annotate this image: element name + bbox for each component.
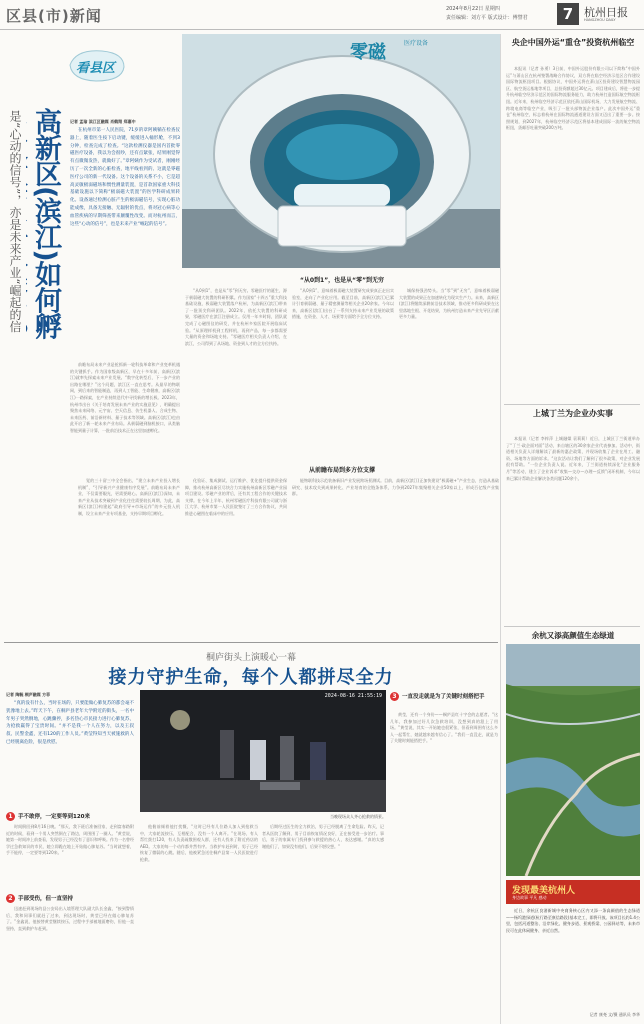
ad-sub: 身边故事 平凡 感动 [512, 895, 547, 900]
mid-col-1b: 觉的三十留三中全会指出，“建立未来产业投入增长机制”，“引导新兴产业健康有序发展”。前瞻布局未来产业，不仅需要眼光，更需要耐心。高新区(滨江)深知，未来产业从技术突破到产业化往往需要较长周期，为此，高新区(滨江)构建起“政府引导+市场运作”的多元投入机制，设立未来产业专项基金，支持早期项目孵化。 [78, 478, 180, 516]
sec3-body: 黄莹，还有一个身份——桐庐县红十字会的志愿者。“这几年，我参加过好几次急救培训，没想到真的派上了用场。”黄莹说，其实一开始她也很紧张，但看到周围有这么多人一起帮忙，她就越来越有信心了。“我们一直没走，就是为了关键时刻能搭把手。” [390, 712, 498, 744]
greenway-aerial-illustration [506, 644, 640, 876]
photo-story-credit: 记者 康尧 文/摄 通讯员 李华 [589, 1012, 640, 1017]
ad-brand: 发现最美杭州人 [512, 886, 576, 896]
column-tag [66, 47, 128, 85]
mid-col-3b: 能物联科技示范装备新旧产业发展跨场景测试。目前，高新区(滨江)正加快建设“极弱磁+”产业生态，打造从基础研究、技术攻关到成果转化、产业培育的全链条体系，力争到2027年集聚相关企业50家以上，形成百亿级产业集群。 [292, 478, 499, 497]
header-date: 2024年8月22日 星期四 [446, 6, 500, 12]
sec1-title [6, 812, 136, 821]
lead-byline: 记者 孟瑜 滨江区融媒 肖鹤翔 郑嘉中 [70, 119, 136, 124]
photo-story-title: 余杭又添高颜值生态绿道 [531, 631, 615, 640]
paper-name: 杭州日报 [584, 6, 628, 19]
sec1-title-text: 手不敢停，一定要等到120来 [18, 814, 90, 820]
lead-intro: 在杭州市第一人民医院，71岁的章阿姨躺在检查仪器上，随着医生按下启动键，缓缓进入桶形舱，不到3分钟，检查完成了检查。“这款检测仪器是国内首批零磁医疗设备，我以为会很吵，还有点紧张，结果刚觉得有点微微发热，就做好了。”章阿姨作为受试者，刚刚经历了一次全新的心脏检查，地平线看到的、这就是零磁医疗公司的新一代设备。这个设备的关系不小，它是超高灵敏极弱磁场和惯性测量装置，是首款国家重大科技基础设施以下简称“极弱磁大装置”的医学科研成果转化。设备通过检测心脏产生的极弱磁信号，实现心脏功能成像，具备无接触、无辐射的优点，将对冠心病等心血管疾病的早期筛查带来颠覆性改变。而对杭州而言，这些“心动的信号”，也是未来产业“崛起的信号”。 [70, 128, 180, 227]
main-headline: 高新区(滨江)如何孵 [30, 108, 61, 339]
bottom-col-b: 他俯前倾着他打扰慨，“这时已经有几位路人加入到抢救当中，大家轮流按压，互相配合，没有一个人离开。”在现场，有人帮忙拨打120，有人负责疏散围观人群，还有人找来了附近药店的AED。大家的每一个动作都井然有序。当救护车赶到时，男子已经恢复了微弱的心跳。随后，他被紧急送往桐庐县第一人民医院进行抢救。 [140, 824, 258, 862]
photo-timestamp: 2024-08-16 21:55:19 [324, 693, 382, 699]
column-tag-text: 看县区 [76, 61, 116, 76]
mid-col-1: “从0到1”，也是从“零”到无穷。零磁医疗的诞生，源于极弱磁大装置的科研积累。作为国家“十四五”重大科技基础设施，极弱磁大装置落户杭州，为高新区(滨江)带来了一批顶尖科研团队。2022年，依托大装置的科研成果，零磁医疗在滨江注册成立。仅用一年多时间，团队就完成了心磁图仪的研发，并在杭州多家医院开展临床试验。“从原理样机到工程样机，再到产品，每一步都需要大量的资金和场地支持。”零磁医疗相关负责人介绍，在滨江，公司得到了从场地、资金到人才的全方位扶持。 [185, 288, 287, 346]
photo-story-caption: 近日，余杭区良渚新城中央商务核心区内又添一条高颜值的生态绿道——杨坞港绿道(杭行路至康信路段)基本完工，即将开放。该项目长约1.4公里，包括河道整治、沿岸绿化、健身步道、景观桥梁、公园驿站等，未来市民可在此休闲健身、亲近自然。 [506, 908, 640, 933]
sec2-number-icon: 2 [6, 894, 15, 903]
section-title: 区县(市)新闻 [6, 7, 102, 25]
sec3-title [390, 692, 498, 701]
lead-body: 前瞻布局未来产业是抢抓新一轮科技革命和产业变革机遇的关键抓手。作为国家级高新区，早在十多年前，高新区(滨江)就率先探索未来产业发展。“数字化转型后，下一步产业的出路在哪里？”这个问题，滨江区一直在思考。从最早的物联网，到后来的智能制造，再到人工智能、生命健康，高新区(滨江)一路探索，在产业持续迭代中寻找新的增长极。2023年，杭州市出台《关于培育发展未来产业的实施意见》，明确提出聚焦未来网络、元宇宙、空天信息、仿生机器人、合成生物、未来医药、前沿新材料、量子技术等领域。高新区(滨江)也由此开启了新一轮未来产业布局。从极弱磁到脑机接口，从类脑智能到量子计算，一批前沿技术正在这里加速孵化。 [70, 362, 180, 433]
bottom-headline: 接力守护生命，每个人都拼尽全力 [108, 667, 394, 688]
bottom-col-c: 后期经过医生的全力救治，男子已经脱离了生命危险。昨天，记者从医院了解到，男子目前恢复情况良好，正在接受进一步治疗。事后，男子的家属专门找到参与救援的热心人，表达感谢。“真的太感谢他们了，如果没有他们，后果不堪设想。” [262, 824, 384, 849]
bottom-byline: 记者 陶毓 桐庐融媒 方菲 [6, 692, 51, 697]
mid-heading-1: “从0到1”，也是从“零”到无穷 [299, 277, 385, 284]
device-brand: 零磁 [350, 42, 386, 63]
paper-pinyin: HANGZHOU DAILY [584, 18, 616, 22]
mcg-device-illustration [182, 34, 500, 268]
story2-title: 上城丁兰为企业办实事 [533, 409, 613, 418]
page-number: 7 [557, 3, 579, 25]
rescue-photo [140, 690, 386, 812]
header-editor: 责任编辑：刘方平 版式设计：傅譬君 [446, 15, 528, 21]
page-header [0, 0, 644, 30]
sec2-body: 迅速赶到现场的县公安局出入境管理大队副大队长金鑫，“接到警情后，我和同事们就赶了过来，到达现场时，黄莹已经在做心肺复苏了。”金鑫说，他接替黄莹继续按压，过程中手部被地面磨伤，但他一直坚持，直到救护车赶到。 [6, 906, 134, 931]
bottom-kicker: 桐庐街头上演暖心一幕 [205, 653, 296, 663]
sec2-title-text: 手部受伤，但一直坚持 [18, 896, 74, 902]
mid-heading-2: 从前瞻布局到多方位支撑 [308, 467, 375, 474]
mid-col-3: 城保持强劲势头。当“零”到“无穷”，意味着极弱磁大装置的成果正在加速转化为现实生产力。未来，高新区(滨江)将继续深耕前沿技术领域，推动更多科研成果在这里落地生根、开花结果，为杭州打造未来产业先导区贡献更多力量。 [399, 288, 499, 320]
sec3-number-icon: 3 [390, 692, 399, 701]
story1-body: 本报讯（记者 孙勇）3日前，中国外运股份有限公司以下简称“中国外运”与萧山区在杭州签署战略合作协议，双方将在临空经济示范区合作建设国际物流枢纽项目。根据协议，中国外运将在萧山区投资建设智慧物流园区、航空货运基地等项目，总投资额超过30亿元。项目建成后，将进一步提升杭州临空经济示范区的国际物流服务能力，助力杭州打造国际航空物流枢纽。近年来，杭州临空经济示范区依托萧山国际机场，大力发展航空物流、跨境电商等临空产业，吸引了一批头部物流企业落户。此次中国外运“重仓”杭州临空，标志着杭州在国际物流通道建设方面又迈出了重要一步。按照规划，到2027年，杭州临空经济示范区将基本建成国际一流的航空物流枢纽，货邮吞吐量突破200万吨。 [506, 66, 640, 131]
greenway-photo [506, 644, 640, 876]
sec1-body: 时间倒回到8月16日晚。“那天，我下班后准备回家，走到富春路附近的时候，看到一个男人突然倒在了路边，周围围了一圈人。”黄莹说，她第一时间冲上前查看，发现男子已经没有了意识和呼吸。作为一名曾经学过急救知识的市民，她立即跪在地上开始做心肺复苏。“当时就想着，手不能停，一定要等到120来。” [6, 824, 134, 856]
sec3-title-text: 一直没走就是为了关键时刻搭把手 [402, 694, 485, 700]
rescue-scene-illustration [140, 690, 386, 812]
mid-col-2b: 化验证、集成测试、运行维护、优化提升提供资金保障，推动杭州高新区尽快合力实施杭州高新区零磁产业园项目建设。零磁产业的背后，还有其工程合作的关键技术支撑。在今年上半年，杭州零磁医疗科技有限公司就与浙江大学、杭州市第一人民医院签订了三方合作协议，共同推进心磁图在临床中的应用。 [185, 478, 287, 516]
sec1-number-icon: 1 [6, 812, 15, 821]
mid-col-2: “从0到1”，意味着极弱磁大装置研究成果真正走出实验室，走向了产业化应用。截至目前，高新区(滨江)已累计引育极弱磁、量子精密测量等相关企业20余家。今年以来，高新区(滨江)出台了一系列支持未来产业发展的政策措施，在资金、人才、场景等方面给予全方位支持。 [292, 288, 394, 320]
story2-body: 本报讯（记者 李梓萍 上城融媒 袁莉莉）近日，上城区丁兰街道举办了“丁兰·政企面对面”活动，来自辖区的30余家企业代表参加。活动中，街道相关负责人详细解读了最新的惠企政策，并现场收集了企业在用工、融资、场地等方面的诉求。“这次活动让我们了解到了很多政策，对企业发展很有帮助。”一位企业负责人说。近年来，丁兰街道持续深化“企业服务月”等活动，建立了企业诉求“收集—交办—办理—反馈”闭环机制，今年以来已累计帮助企业解决各类问题120余个。 [506, 436, 640, 481]
side-subtitle: 是“心动的信号”，亦是未来产业“崛起的信 [8, 110, 22, 333]
device-brand-sub: 医疗设备 [404, 40, 429, 47]
rescue-photo-caption: 当晚现场众人齐心抢救的情景。 [330, 814, 386, 819]
bottom-intro: “真的没有什么，当时在场的，只要能做心肺复苏的都会毫不犹豫地上去。”昨天下午，在桐庐县老年大学附近的街头，一名中年男子突然倒地，心跳骤停，多名热心市民接力进行心肺复苏，为抢救赢得了宝贵时间。“并不是我一个人在努力，以及王叔叔、民警金鑫，还有120的工作人员。”黄莹得知当天被施救的人已经脱离危险，很是欣慰。 [6, 701, 134, 745]
main-photo [182, 34, 500, 268]
sec2-title [6, 894, 136, 903]
story1-title: 央企中国外运“重仓”投资杭州临空 [511, 38, 635, 47]
ad-banner [506, 880, 640, 904]
